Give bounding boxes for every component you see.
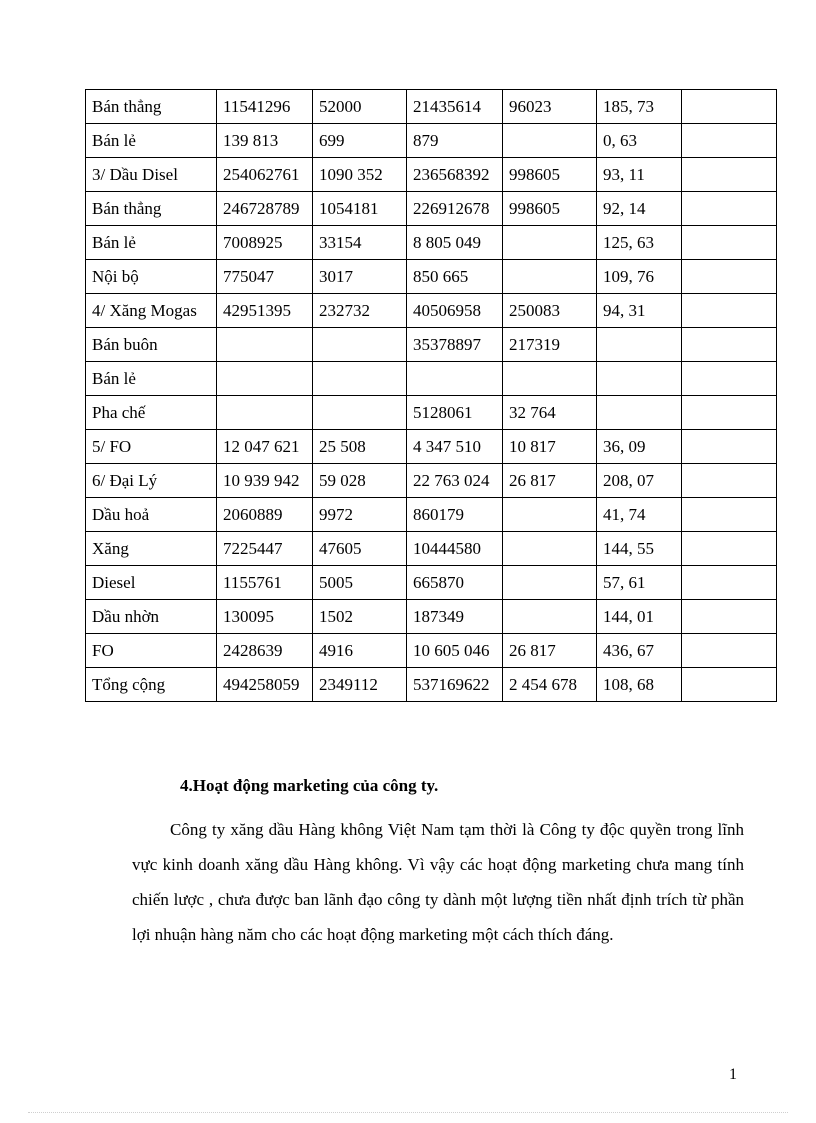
table-cell: 226912678 (407, 192, 503, 226)
table-cell (682, 124, 777, 158)
table-cell: 33154 (313, 226, 407, 260)
table-cell: 108, 68 (597, 668, 682, 702)
row-label-cell: Pha chế (86, 396, 217, 430)
table-cell (682, 532, 777, 566)
table-cell: 10 817 (503, 430, 597, 464)
table-cell: 1502 (313, 600, 407, 634)
table-cell: 208, 07 (597, 464, 682, 498)
table-cell (682, 634, 777, 668)
table-cell: 5005 (313, 566, 407, 600)
table-cell: 94, 31 (597, 294, 682, 328)
table-cell: 8 805 049 (407, 226, 503, 260)
table-cell: 998605 (503, 192, 597, 226)
table-cell: 11541296 (217, 90, 313, 124)
table-cell (217, 362, 313, 396)
table-row (86, 532, 777, 566)
row-label-cell: Diesel (86, 566, 217, 600)
table-cell: 21435614 (407, 90, 503, 124)
table-cell (313, 328, 407, 362)
table-cell: 699 (313, 124, 407, 158)
table-row (86, 192, 777, 226)
table-cell: 25 508 (313, 430, 407, 464)
section-heading: 4.Hoạt động marketing của công ty. (180, 776, 439, 795)
table-cell: 93, 11 (597, 158, 682, 192)
table-cell: 7008925 (217, 226, 313, 260)
row-label-cell: Tổng cộng (86, 668, 217, 702)
table-cell (217, 328, 313, 362)
row-label-cell: Dầu hoả (86, 498, 217, 532)
table-cell: 537169622 (407, 668, 503, 702)
row-label-cell: 5/ FO (86, 430, 217, 464)
table-cell: 1054181 (313, 192, 407, 226)
table-cell: 42951395 (217, 294, 313, 328)
table-cell: 139 813 (217, 124, 313, 158)
table-cell (503, 532, 597, 566)
table-cell (597, 396, 682, 430)
row-label-cell: Bán lẻ (86, 362, 217, 396)
table-cell: 2428639 (217, 634, 313, 668)
table-cell: 246728789 (217, 192, 313, 226)
table-cell (407, 362, 503, 396)
table-cell: 775047 (217, 260, 313, 294)
table-cell (503, 498, 597, 532)
table-cell: 52000 (313, 90, 407, 124)
table-cell: 2 454 678 (503, 668, 597, 702)
table-cell: 10 605 046 (407, 634, 503, 668)
table-cell: 144, 01 (597, 600, 682, 634)
table-row (86, 600, 777, 634)
table-row (86, 668, 777, 702)
row-label-cell: 6/ Đại Lý (86, 464, 217, 498)
table-row (86, 634, 777, 668)
table-cell (682, 396, 777, 430)
table-cell: 35378897 (407, 328, 503, 362)
table-cell: 4 347 510 (407, 430, 503, 464)
table-cell: 879 (407, 124, 503, 158)
table-row (86, 430, 777, 464)
table-cell: 187349 (407, 600, 503, 634)
row-label-cell: 4/ Xăng Mogas (86, 294, 217, 328)
table-cell (503, 566, 597, 600)
table-cell: 26 817 (503, 634, 597, 668)
table-cell (682, 600, 777, 634)
table-cell: 9972 (313, 498, 407, 532)
table-cell (503, 124, 597, 158)
table-cell: 41, 74 (597, 498, 682, 532)
table-cell: 12 047 621 (217, 430, 313, 464)
page-number: 1 (729, 1066, 737, 1083)
table-cell: 10444580 (407, 532, 503, 566)
table-cell (682, 192, 777, 226)
table-cell (217, 396, 313, 430)
table-cell: 47605 (313, 532, 407, 566)
table-cell (503, 260, 597, 294)
table-cell: 57, 61 (597, 566, 682, 600)
table-cell (682, 498, 777, 532)
table-cell: 850 665 (407, 260, 503, 294)
table-row (86, 396, 777, 430)
page-bottom-divider (28, 1112, 788, 1113)
table-row (86, 294, 777, 328)
table-cell: 2349112 (313, 668, 407, 702)
table-cell (682, 362, 777, 396)
row-label-cell: Xăng (86, 532, 217, 566)
table-cell: 144, 55 (597, 532, 682, 566)
table-cell: 217319 (503, 328, 597, 362)
table-cell (682, 668, 777, 702)
table-cell: 4916 (313, 634, 407, 668)
table-row (86, 498, 777, 532)
table-row (86, 124, 777, 158)
table-row (86, 328, 777, 362)
table-cell (503, 600, 597, 634)
table-cell (682, 260, 777, 294)
table-row (86, 226, 777, 260)
table-cell (682, 430, 777, 464)
table-cell (682, 90, 777, 124)
table-cell: 0, 63 (597, 124, 682, 158)
table-cell: 236568392 (407, 158, 503, 192)
table-cell: 1090 352 (313, 158, 407, 192)
row-label-cell: Nội bộ (86, 260, 217, 294)
table-row (86, 566, 777, 600)
table-cell: 109, 76 (597, 260, 682, 294)
fuel-sales-table (85, 89, 777, 702)
row-label-cell: Bán lẻ (86, 124, 217, 158)
table-cell: 92, 14 (597, 192, 682, 226)
table-cell: 130095 (217, 600, 313, 634)
row-label-cell: Bán lẻ (86, 226, 217, 260)
table-row (86, 158, 777, 192)
body-paragraph: Công ty xăng dầu Hàng không Việt Nam tạm thời là Công ty độc quyền trong lĩnh vực kinh doanh xăng dầu Hàng không. Vì vậy các hoạt động marketing chưa mang tính chiến lược , chưa được ban lãnh đạo công ty dành một lượng tiền nhất định trích từ phần lợi nhuận hàng năm cho các hoạt động marketing một cách thích đáng. (132, 820, 744, 944)
table-row (86, 464, 777, 498)
table-cell (597, 328, 682, 362)
table-cell (682, 464, 777, 498)
table-cell: 59 028 (313, 464, 407, 498)
table-row (86, 90, 777, 124)
table-row (86, 362, 777, 396)
table-row (86, 260, 777, 294)
row-label-cell: Bán thẳng (86, 90, 217, 124)
table-cell: 998605 (503, 158, 597, 192)
table-cell (597, 362, 682, 396)
table-cell: 494258059 (217, 668, 313, 702)
table-cell: 2060889 (217, 498, 313, 532)
table-cell: 10 939 942 (217, 464, 313, 498)
table-cell (313, 362, 407, 396)
table-cell: 1155761 (217, 566, 313, 600)
table-cell: 5128061 (407, 396, 503, 430)
row-label-cell: Bán buôn (86, 328, 217, 362)
table-cell (682, 566, 777, 600)
table-cell: 125, 63 (597, 226, 682, 260)
table-cell (682, 328, 777, 362)
table-cell: 22 763 024 (407, 464, 503, 498)
table-cell: 7225447 (217, 532, 313, 566)
table-cell: 96023 (503, 90, 597, 124)
row-label-cell: FO (86, 634, 217, 668)
table-cell (503, 226, 597, 260)
table-cell (503, 362, 597, 396)
row-label-cell: 3/ Dầu Disel (86, 158, 217, 192)
table-cell: 250083 (503, 294, 597, 328)
table-cell: 436, 67 (597, 634, 682, 668)
table-cell: 32 764 (503, 396, 597, 430)
table-cell (682, 158, 777, 192)
table-cell: 36, 09 (597, 430, 682, 464)
table-cell (313, 396, 407, 430)
row-label-cell: Bán thẳng (86, 192, 217, 226)
table-body (86, 90, 777, 702)
table-cell: 40506958 (407, 294, 503, 328)
table-cell (682, 294, 777, 328)
table-cell (682, 226, 777, 260)
table-cell: 185, 73 (597, 90, 682, 124)
table-cell: 3017 (313, 260, 407, 294)
table-cell: 860179 (407, 498, 503, 532)
table-cell: 26 817 (503, 464, 597, 498)
table-cell: 254062761 (217, 158, 313, 192)
row-label-cell: Dầu nhờn (86, 600, 217, 634)
table-cell: 665870 (407, 566, 503, 600)
table-cell: 232732 (313, 294, 407, 328)
